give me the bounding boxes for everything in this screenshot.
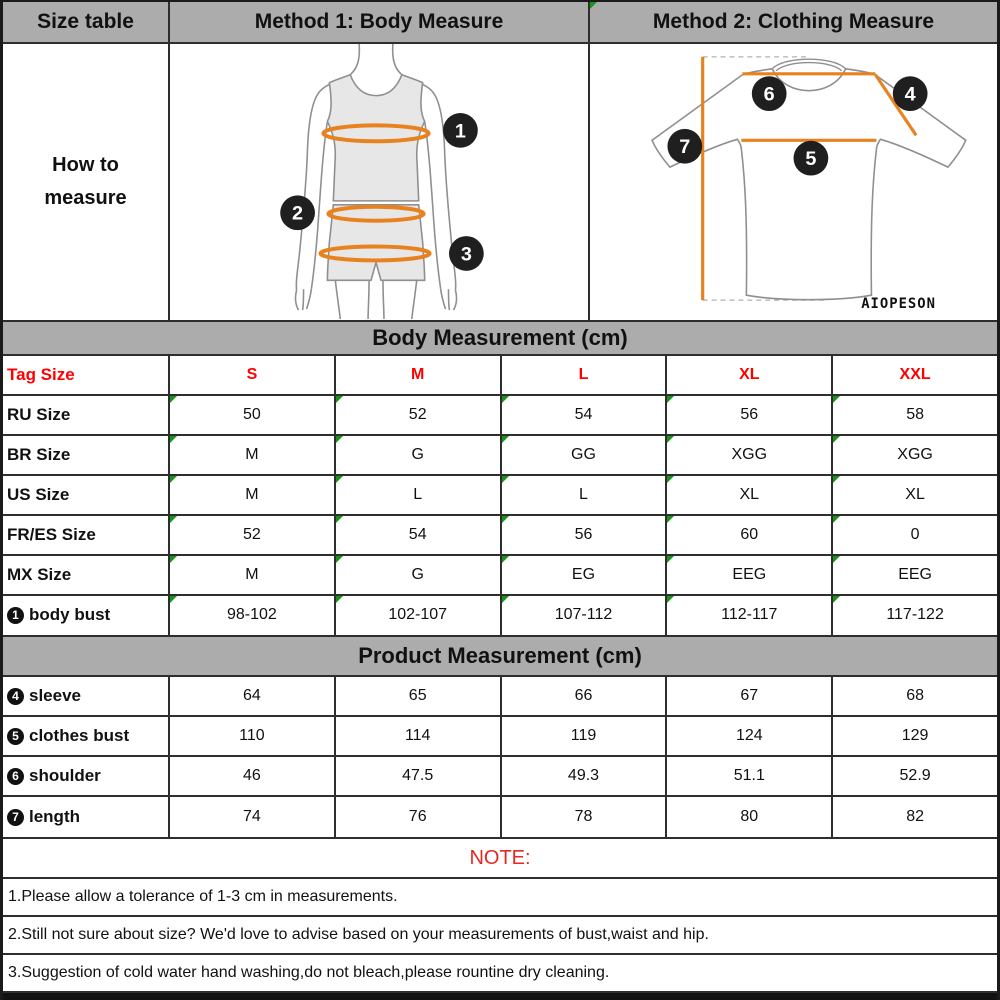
cell-value (831, 516, 997, 554)
svg-text:3: 3 (460, 243, 472, 266)
cell-corner-marker (833, 396, 840, 403)
cell-corner-marker (336, 396, 343, 403)
cell-value-text: L (578, 365, 589, 383)
table-row-fres-size (3, 516, 997, 556)
cell-value (334, 396, 500, 434)
cell-value-text: 76 (408, 808, 427, 826)
cell-value (500, 356, 666, 394)
cell-corner-marker (336, 596, 343, 603)
cell-value (500, 596, 666, 636)
cell-corner-marker (502, 396, 509, 403)
note-item-2-text: 2.Still not sure about size? We'd love to advise based on your measurements of bust,waist and hip. (8, 926, 709, 943)
cell-value (665, 677, 831, 715)
cell-value-text: 110 (239, 727, 265, 745)
cell-corner-marker (833, 436, 840, 443)
cell-corner-marker (502, 516, 509, 523)
table-row-ru-size (3, 396, 997, 436)
cell-value (665, 596, 831, 636)
cell-value-text: EG (571, 565, 596, 583)
cell-value-text: XL (739, 365, 760, 383)
cell-value (334, 596, 500, 636)
cell-value (831, 757, 997, 795)
cell-value-text: 78 (574, 808, 593, 826)
cell-value (500, 677, 666, 715)
cell-value (665, 396, 831, 434)
cell-value (334, 717, 500, 755)
cell-value-text: 124 (735, 727, 763, 745)
row-label (3, 797, 168, 837)
cell-value (168, 396, 334, 434)
cell-corner-marker (667, 516, 674, 523)
cell-corner-marker (667, 596, 674, 603)
cell-value (168, 516, 334, 554)
cell-corner-marker (502, 436, 509, 443)
row-label-text: body bust (29, 605, 111, 625)
how-to-measure-cell (3, 44, 168, 320)
cell-value (168, 596, 334, 636)
cell-value (500, 396, 666, 434)
cell-value (831, 596, 997, 636)
note-item-1-text: 1.Please allow a tolerance of 1-3 cm in measurements. (8, 888, 398, 906)
method2-header-text: Method 2: Clothing Measure (652, 9, 935, 33)
svg-text:5: 5 (805, 148, 817, 171)
cell-corner-marker (833, 516, 840, 523)
cell-value-text: 51.1 (733, 767, 765, 785)
cell-value-text: 67 (740, 687, 759, 705)
shirt-marker-6 (752, 76, 787, 111)
cell-corner-marker (336, 436, 343, 443)
cell-value-text: 117-122 (886, 606, 944, 624)
cell-value (500, 717, 666, 755)
cell-corner-marker (336, 556, 343, 563)
cell-value-text: 98-102 (226, 606, 277, 624)
clothing-measure-illustration (588, 44, 1000, 320)
bottom-border-bar (3, 993, 997, 1000)
note-title-text: NOTE: (469, 846, 531, 869)
cell-value (665, 356, 831, 394)
row-label (3, 596, 168, 636)
cell-value (168, 757, 334, 795)
svg-text:4: 4 (904, 83, 916, 106)
circled-number-badge: 7 (7, 809, 24, 826)
cell-value-text: XXL (899, 365, 931, 383)
table-row-sleeve (3, 677, 997, 717)
cell-value-text: 80 (740, 808, 759, 826)
svg-text:2: 2 (292, 202, 304, 225)
shirt-marker-7 (667, 129, 702, 164)
cell-value (831, 436, 997, 474)
method2-header (588, 2, 997, 42)
cell-value (665, 516, 831, 554)
row-label-text: MX Size (7, 564, 72, 584)
cell-value-text: 114 (404, 727, 431, 745)
cell-value (665, 556, 831, 594)
table-row-br-size (3, 436, 997, 476)
cell-corner-marker (502, 556, 509, 563)
method1-header (168, 2, 588, 42)
cell-value-text: 46 (243, 767, 261, 785)
cell-value (334, 556, 500, 594)
cell-value-text: 102-107 (388, 606, 448, 624)
cell-value-text: 82 (906, 808, 924, 826)
cell-corner-marker (170, 556, 177, 563)
cell-value (665, 757, 831, 795)
cell-value (334, 516, 500, 554)
row-label-text: FR/ES Size (7, 524, 96, 544)
tshirt-svg (590, 44, 1000, 320)
shorts (327, 205, 424, 280)
cell-corner-marker (336, 516, 343, 523)
size-table-header (3, 2, 168, 42)
cell-value (500, 556, 666, 594)
cell-value (334, 757, 500, 795)
row-label (3, 436, 168, 474)
note-title (3, 839, 997, 879)
cell-value (831, 396, 997, 434)
cell-value (168, 476, 334, 514)
body-marker-1 (443, 113, 478, 148)
cell-value-text: 74 (243, 808, 261, 826)
body-marker-3 (449, 236, 484, 271)
cell-value (831, 677, 997, 715)
cell-value-text: 64 (243, 687, 261, 705)
cell-value (334, 797, 500, 837)
cell-value-text: EEG (898, 565, 932, 583)
shirt-marker-4 (893, 76, 928, 111)
cell-value-text: 56 (740, 405, 759, 423)
cell-value-text: L (579, 485, 588, 503)
row-label-text: RU Size (7, 404, 71, 424)
circled-number-badge: 1 (7, 607, 24, 624)
row-label (3, 396, 168, 434)
cell-value (334, 677, 500, 715)
cell-value (831, 356, 997, 394)
cell-value-text: EEG (732, 565, 767, 583)
cell-value (168, 356, 334, 394)
cell-value-text: XGG (897, 445, 933, 463)
cell-value-text: 65 (408, 687, 427, 705)
circled-number-badge: 6 (7, 768, 24, 785)
cell-value-text: 68 (906, 687, 924, 705)
cell-corner-marker (336, 476, 343, 483)
row-label-text: US Size (7, 484, 70, 504)
brand-text: AIOPESON (861, 296, 936, 313)
body-marker-2 (280, 195, 315, 230)
cell-value-text: 52 (408, 405, 427, 423)
cell-value-text: 60 (740, 525, 759, 543)
cell-value-text: M (411, 365, 425, 383)
cell-value-text: XL (905, 485, 925, 503)
row-label-text: sleeve (29, 686, 81, 706)
row-label-text: shoulder (29, 766, 101, 786)
size-table-header-text: Size table (37, 9, 134, 33)
row-label-text: Tag Size (7, 364, 75, 384)
cell-value-text: 54 (408, 525, 427, 543)
cell-value-text: 56 (574, 525, 593, 543)
cell-corner-marker (667, 436, 674, 443)
svg-text:7: 7 (679, 136, 691, 159)
cell-value-text: 52 (243, 525, 261, 543)
cell-value-text: 58 (906, 405, 924, 423)
cell-corner-marker (170, 396, 177, 403)
cell-value-text: M (245, 485, 259, 503)
table-row-length (3, 797, 997, 839)
cell-value (500, 797, 666, 837)
body-figure-svg (170, 44, 588, 320)
cell-value-text: 107-112 (554, 606, 613, 624)
cell-value (168, 436, 334, 474)
cell-value-text: 112-117 (721, 606, 778, 624)
cell-corner-marker (170, 436, 177, 443)
cell-value-text: XL (739, 485, 760, 503)
cell-value-text: M (245, 445, 259, 463)
cell-value (831, 717, 997, 755)
row-label-text: clothes bust (29, 726, 130, 746)
row-label (3, 476, 168, 514)
cell-value (831, 556, 997, 594)
method1-header-text: Method 1: Body Measure (254, 9, 504, 33)
cell-value (168, 556, 334, 594)
product-measurement-title-text: Product Measurement (cm) (358, 643, 642, 669)
svg-text:6: 6 (763, 83, 775, 106)
cell-value (168, 717, 334, 755)
cell-value (168, 797, 334, 837)
cell-value-text: 54 (574, 405, 593, 423)
cell-value (665, 797, 831, 837)
cell-value-text: 119 (570, 727, 597, 745)
how-to-measure-line1: How to (52, 153, 119, 176)
cell-value (831, 476, 997, 514)
cell-value-text: M (245, 565, 259, 583)
cell-corner-marker (833, 596, 840, 603)
cell-value (665, 717, 831, 755)
cell-corner-marker (833, 476, 840, 483)
cell-corner-marker (502, 596, 509, 603)
cell-value (334, 476, 500, 514)
row-label (3, 677, 168, 715)
cell-corner-marker (833, 556, 840, 563)
cell-value (665, 436, 831, 474)
body-measure-illustration (168, 44, 588, 320)
table-row-tag-size (3, 356, 997, 396)
svg-text:1: 1 (454, 120, 466, 143)
cell-corner-marker (667, 556, 674, 563)
cell-value (500, 436, 666, 474)
cell-value-text: G (411, 445, 424, 463)
cell-value (500, 516, 666, 554)
row-label (3, 516, 168, 554)
cell-corner-marker (667, 476, 674, 483)
illustration-row (3, 44, 997, 322)
note-item-3 (3, 955, 997, 993)
body-measurement-title-text: Body Measurement (cm) (372, 324, 628, 350)
cell-corner-marker (590, 2, 597, 9)
table-row-shoulder (3, 757, 997, 797)
cell-corner-marker (170, 516, 177, 523)
cell-value-text: 52.9 (899, 767, 931, 785)
cell-value-text: G (411, 565, 424, 583)
cell-value (334, 436, 500, 474)
cell-value (168, 677, 334, 715)
cell-corner-marker (170, 476, 177, 483)
cell-value (831, 797, 997, 837)
cell-value-text: GG (571, 445, 596, 463)
row-label-text: BR Size (7, 444, 71, 464)
cell-value-text: 129 (901, 727, 929, 745)
cell-value-text: 49.3 (567, 767, 600, 785)
circled-number-badge: 5 (7, 728, 24, 745)
table-row-mx-size (3, 556, 997, 596)
cell-corner-marker (502, 476, 509, 483)
cell-corner-marker (170, 596, 177, 603)
cell-value-text: 66 (574, 687, 593, 705)
cell-corner-marker (667, 396, 674, 403)
how-to-measure-line2: measure (44, 186, 127, 209)
row-label-text: length (29, 807, 80, 827)
row-label (3, 757, 168, 795)
top-header-row (3, 2, 997, 44)
body-measurement-title (3, 322, 997, 356)
cell-value-text: 0 (910, 525, 920, 543)
table-row-body-bust (3, 596, 997, 638)
cell-value-text: L (413, 485, 423, 503)
cell-value (500, 476, 666, 514)
circled-number-badge: 4 (7, 688, 24, 705)
row-label (3, 717, 168, 755)
row-label (3, 556, 168, 594)
cell-value (665, 476, 831, 514)
cell-value (500, 757, 666, 795)
cell-value-text: 47.5 (402, 767, 434, 785)
note-item-2 (3, 917, 997, 955)
note-item-1 (3, 879, 997, 917)
product-measurement-title (3, 637, 997, 677)
row-label (3, 356, 168, 394)
cell-value-text: XGG (731, 445, 768, 463)
cell-value (334, 356, 500, 394)
table-row-us-size (3, 476, 997, 516)
collar (772, 59, 845, 71)
cell-value-text: 50 (243, 405, 261, 423)
shirt-marker-5 (794, 141, 829, 176)
cell-value-text: S (246, 365, 258, 383)
note-item-3-text: 3.Suggestion of cold water hand washing,do not bleach,please rountine dry cleaning. (8, 963, 610, 981)
table-row-clothes-bust (3, 717, 997, 757)
